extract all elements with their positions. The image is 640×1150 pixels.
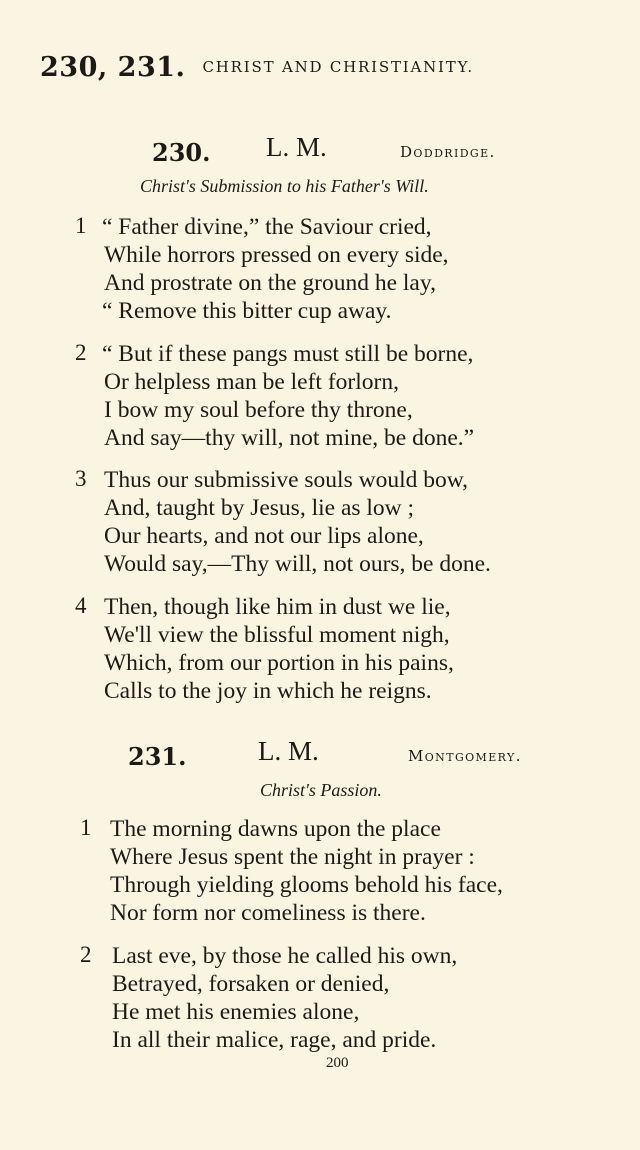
stanza-number: 1: [75, 213, 87, 238]
verse-line: “ But if these pangs must still be borne,: [102, 341, 474, 367]
verse-line: I bow my soul before thy throne,: [104, 397, 413, 423]
verse-line: Last eve, by those he called his own,: [112, 943, 458, 969]
verse-line: While horrors pressed on every side,: [104, 242, 449, 268]
verse-line: And say—thy will, not mine, be done.”: [104, 425, 475, 451]
verse-line: And, taught by Jesus, lie as low ;: [104, 495, 415, 521]
hymn-number: 231.: [128, 742, 187, 771]
verse-line: Calls to the joy in which he reigns.: [104, 678, 432, 704]
verse-line: Thus our submissive souls would bow,: [104, 467, 469, 493]
running-head-title: CHRIST AND CHRISTIANITY.: [202, 58, 474, 76]
verse-line: “ Remove this bitter cup away.: [102, 298, 392, 324]
stanza-number: 2: [80, 942, 92, 967]
verse-line: He met his enemies alone,: [112, 999, 360, 1025]
hymn-author: Montgomery.: [408, 747, 522, 765]
verse-line: In all their malice, rage, and pride.: [112, 1027, 437, 1053]
hymn-meter: L. M.: [258, 736, 319, 766]
verse-line: Which, from our portion in his pains,: [104, 650, 454, 676]
verse-line: Through yielding glooms behold his face,: [110, 872, 503, 898]
hymn-subtitle: Christ's Submission to his Father's Will.: [140, 176, 429, 196]
stanza-number: 3: [75, 466, 87, 491]
hymn-meter: L. M.: [266, 132, 327, 162]
verse-line: Nor form nor comeliness is there.: [110, 900, 426, 926]
verse-line: Our hearts, and not our lips alone,: [104, 523, 424, 549]
verse-line: The morning dawns upon the place: [110, 816, 441, 842]
running-head-hymn-numbers: 230, 231.: [40, 52, 186, 83]
hymn-author: Doddridge.: [400, 143, 496, 161]
verse-line: Or helpless man be left forlorn,: [104, 369, 399, 395]
hymn-subtitle: Christ's Passion.: [260, 780, 382, 800]
verse-line: Would say,—Thy will, not ours, be done.: [104, 551, 491, 577]
verse-line: “ Father divine,” the Saviour cried,: [102, 214, 432, 240]
stanza-number: 1: [80, 815, 92, 840]
verse-line: And prostrate on the ground he lay,: [104, 270, 436, 296]
stanza-number: 2: [75, 340, 87, 365]
verse-line: Betrayed, forsaken or denied,: [112, 971, 390, 997]
hymn-number: 230.: [152, 138, 211, 167]
verse-line: We'll view the blissful moment nigh,: [104, 622, 450, 648]
page-number: 200: [326, 1055, 349, 1071]
verse-line: Where Jesus spent the night in prayer :: [110, 844, 475, 870]
stanza-number: 4: [75, 593, 87, 618]
verse-line: Then, though like him in dust we lie,: [104, 594, 451, 620]
running-head: [40, 52, 474, 83]
